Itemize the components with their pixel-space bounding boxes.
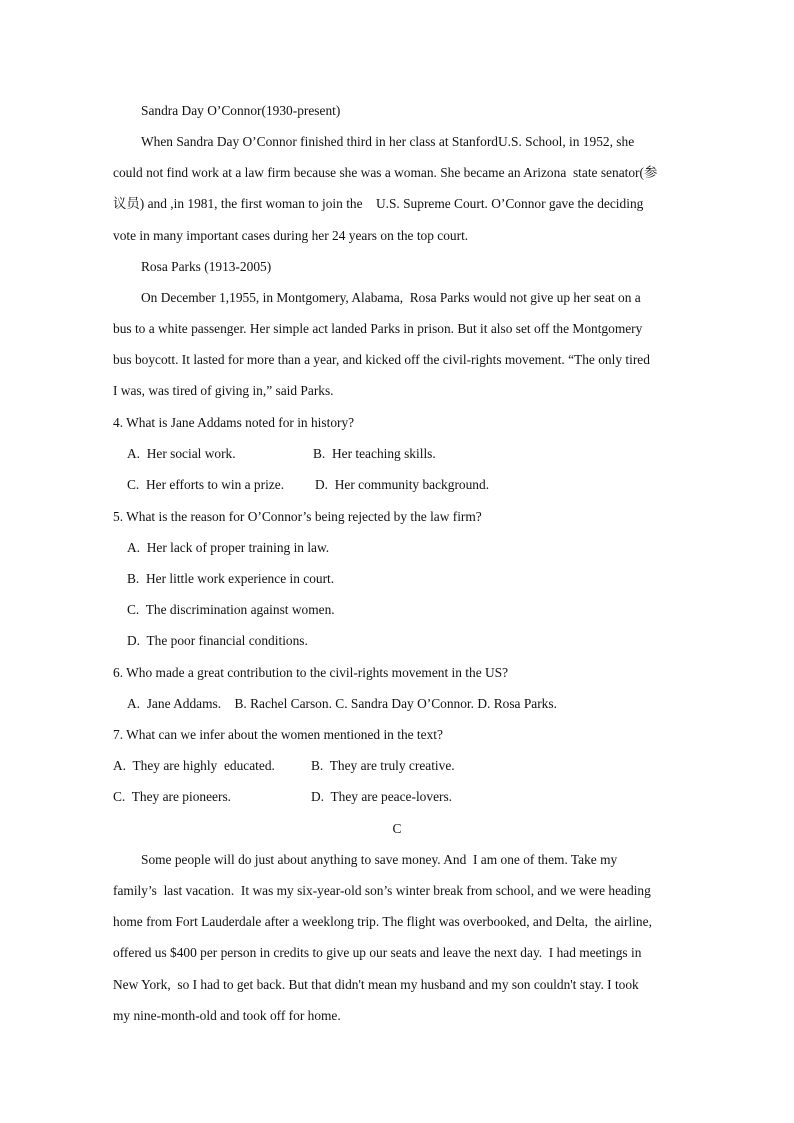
paragraph-line: On December 1,1955, in Montgomery, Alabama, Rosa Parks would not give up her seat on a xyxy=(141,290,641,305)
paragraph-line: 议员) and ,in 1981, the first woman to join the U.S. Supreme Court. O’Connor gave the deciding xyxy=(113,196,644,211)
question-6-options: A. Jane Addams. B. Rachel Carson. C. Sandra Day O’Connor. D. Rosa Parks. xyxy=(127,696,557,711)
question-6-stem: 6. Who made a great contribution to the civil-rights movement in the US? xyxy=(113,665,509,680)
question-4-option-b: B. Her teaching skills. xyxy=(313,446,436,461)
passage-c-label: C xyxy=(392,821,402,836)
question-7-option-a: A. They are highly educated. xyxy=(113,758,275,773)
paragraph-line: offered us $400 per person in credits to give up our seats and leave the next day. I had meetings in xyxy=(113,945,642,960)
paragraph-line: New York, so I had to get back. But that didn't mean my husband and my son couldn't stay. I took xyxy=(113,977,639,992)
question-5-option-b: B. Her little work experience in court. xyxy=(127,571,335,586)
parks-heading: Rosa Parks (1913-2005) xyxy=(141,259,272,274)
question-4-stem: 4. What is Jane Addams noted for in history? xyxy=(113,415,355,430)
paragraph-line: When Sandra Day O’Connor finished third in her class at StanfordU.S. School, in 1952, she xyxy=(141,134,635,149)
question-5-option-c: C. The discrimination against women. xyxy=(127,602,335,617)
question-5-option-d: D. The poor financial conditions. xyxy=(127,633,308,648)
question-4-option-d: D. Her community background. xyxy=(315,477,490,492)
paragraph-line: Some people will do just about anything to save money. And I am one of them. Take my xyxy=(141,852,618,867)
paragraph-line: my nine-month-old and took off for home. xyxy=(113,1008,341,1023)
question-4-option-a: A. Her social work. xyxy=(127,446,236,461)
paragraph-line: bus to a white passenger. Her simple act landed Parks in prison. But it also set off the Montgomery xyxy=(113,321,643,336)
question-4-option-c: C. Her efforts to win a prize. xyxy=(127,477,285,492)
paragraph-line: home from Fort Lauderdale after a weeklong trip. The flight was overbooked, and Delta, the airline, xyxy=(113,914,652,929)
question-5-option-a: A. Her lack of proper training in law. xyxy=(127,540,330,555)
question-7-option-c: C. They are pioneers. xyxy=(113,789,231,804)
paragraph-line: vote in many important cases during her 24 years on the top court. xyxy=(113,228,469,243)
question-5-stem: 5. What is the reason for O’Connor’s being rejected by the law firm? xyxy=(113,509,482,524)
question-7-stem: 7. What can we infer about the women mentioned in the text? xyxy=(113,727,443,742)
question-7-option-d: D. They are peace-lovers. xyxy=(311,789,453,804)
paragraph-line: family’s last vacation. It was my six-year-old son’s winter break from school, and we were heading xyxy=(113,883,651,898)
oconnor-heading: Sandra Day O’Connor(1930-present) xyxy=(141,103,341,118)
paragraph-line: could not find work at a law firm because she was a woman. She became an Arizona state senator(参 xyxy=(113,165,658,180)
paragraph-line: I was, was tired of giving in,” said Parks. xyxy=(113,383,334,398)
question-7-option-b: B. They are truly creative. xyxy=(311,758,455,773)
paragraph-line: bus boycott. It lasted for more than a year, and kicked off the civil-rights movement. “The only tired xyxy=(113,352,650,367)
